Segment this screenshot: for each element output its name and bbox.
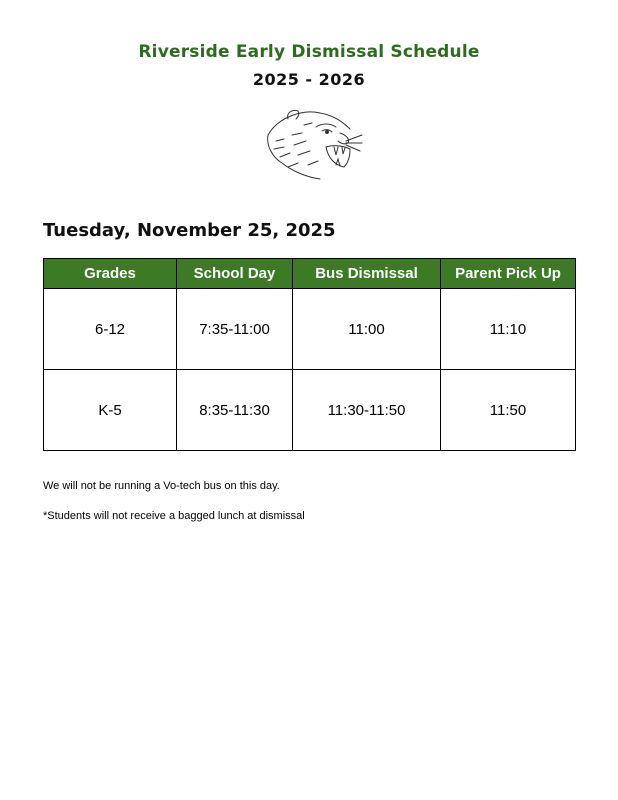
panther-head-icon: [258, 105, 364, 183]
column-header-bus-dismissal: Bus Dismissal: [293, 259, 441, 289]
lunch-note: *Students will not receive a bagged lunch at dismissal: [43, 510, 305, 522]
column-header-parent-pick-up: Parent Pick Up: [441, 259, 576, 289]
school-year: 2025 - 2026: [252, 70, 366, 89]
cell-grades: K-5: [44, 370, 177, 451]
page-title: Riverside Early Dismissal Schedule: [138, 42, 480, 62]
vo-tech-bus-note: We will not be running a Vo-tech bus on this day.: [43, 480, 280, 492]
cell-bus-dismissal: 11:30-11:50: [293, 370, 441, 451]
cell-grades: 6-12: [44, 289, 177, 370]
table-row: [44, 370, 576, 451]
table-header-row: [44, 259, 576, 289]
cell-bus-dismissal: 11:00: [293, 289, 441, 370]
cell-school-day: 8:35-11:30: [177, 370, 293, 451]
cell-parent-pick-up: 11:10: [441, 289, 576, 370]
cell-school-day: 7:35-11:00: [177, 289, 293, 370]
dismissal-date: Tuesday, November 25, 2025: [43, 220, 336, 241]
cell-parent-pick-up: 11:50: [441, 370, 576, 451]
column-header-school-day: School Day: [177, 259, 293, 289]
dismissal-schedule-table: [43, 258, 576, 451]
table-row: [44, 289, 576, 370]
column-header-grades: Grades: [44, 259, 177, 289]
